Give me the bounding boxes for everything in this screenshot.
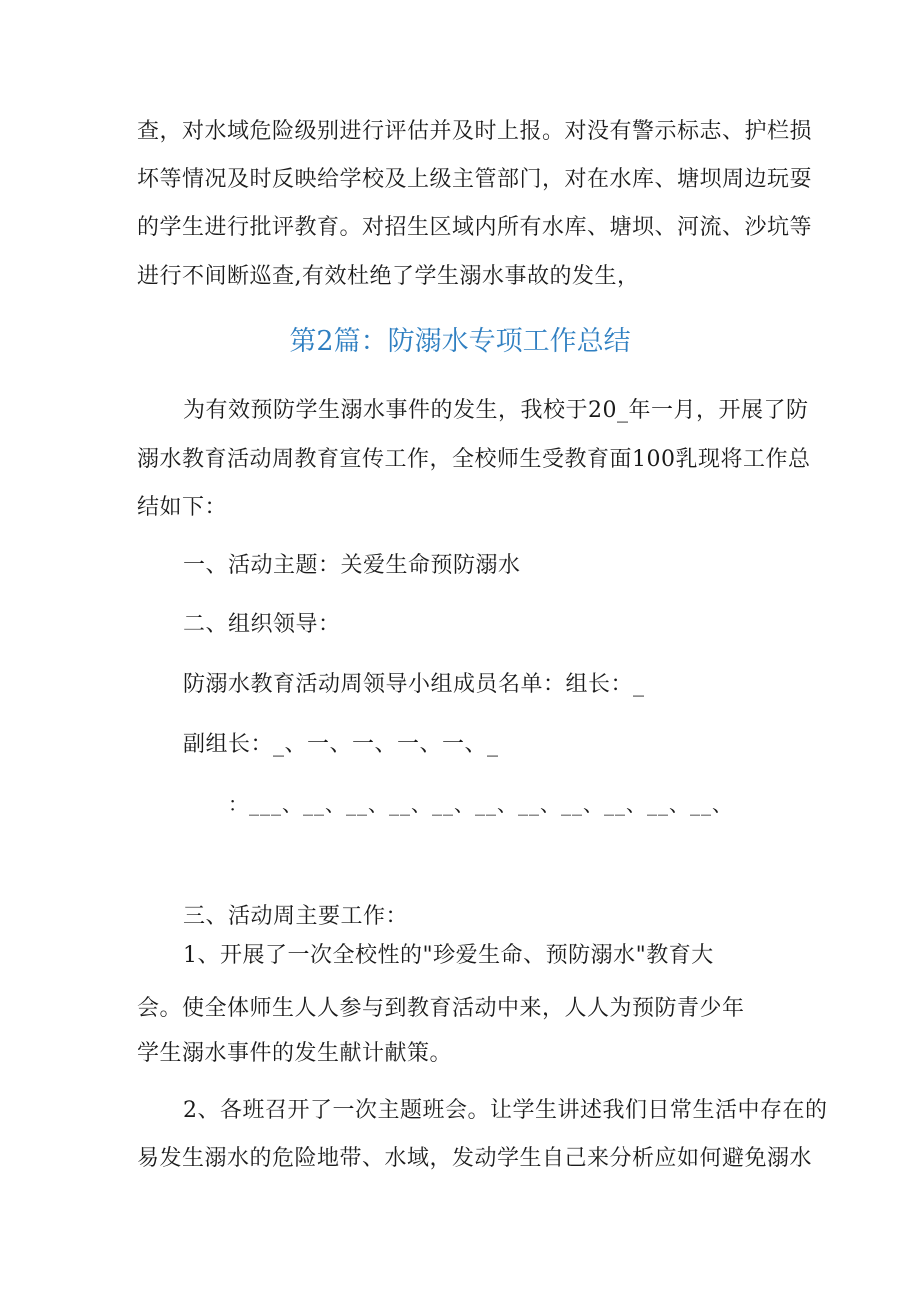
section-title: 第2篇：防溺水专项工作总结 [289, 326, 631, 357]
item1-line-1: 1、开展了一次全校性的"珍爱生命、预防溺水"教育大 [183, 943, 714, 968]
leader-line: 防溺水教育活动周领导小组成员名单：组长：_ [183, 672, 645, 697]
body-line-1: 查，对水域危险级别进行评估并及时上报。对没有警示标志、护栏损 [137, 119, 813, 144]
member-blanks-line: ：___、__、__、__、__、__、__、__、__、__、__、 [228, 792, 733, 816]
intro-line-1: 为有效预防学生溺水事件的发生，我校于20_年一月，开展了防 [183, 398, 809, 423]
item2-line-2: 易发生溺水的危险地带、水域，发动学生自己来分析应如何避免溺水 [137, 1146, 813, 1171]
item1-line-3: 学生溺水事件的发生献计献策。 [137, 1041, 453, 1066]
body-line-4: 进行不间断巡查,有效杜绝了学生溺水事故的发生， [137, 264, 640, 289]
deputy-line: 副组长：_、一、一、一、一、_ [183, 732, 499, 757]
intro-line-3: 结如下： [137, 495, 228, 520]
intro-line-2: 溺水教育活动周教育宣传工作，全校师生受教育面100乳现将工作总 [137, 447, 811, 472]
heading-activity-theme: 一、活动主题：关爱生命预防溺水 [183, 553, 521, 578]
body-line-2: 坏等情况及时反映给学校及上级主管部门，对在水库、塘坝周边玩耍 [137, 167, 813, 192]
item1-line-2: 会。使全体师生人人参与到教育活动中来，人人为预防青少年 [137, 996, 745, 1021]
heading-main-work: 三、活动周主要工作： [183, 904, 409, 929]
body-line-3: 的学生进行批评教育。对招生区域内所有水库、塘坝、河流、沙坑等 [137, 215, 813, 240]
item2-line-1: 2、各班召开了一次主题班会。让学生讲述我们日常生活中存在的 [183, 1098, 828, 1123]
heading-organization: 二、组织领导： [183, 612, 341, 637]
